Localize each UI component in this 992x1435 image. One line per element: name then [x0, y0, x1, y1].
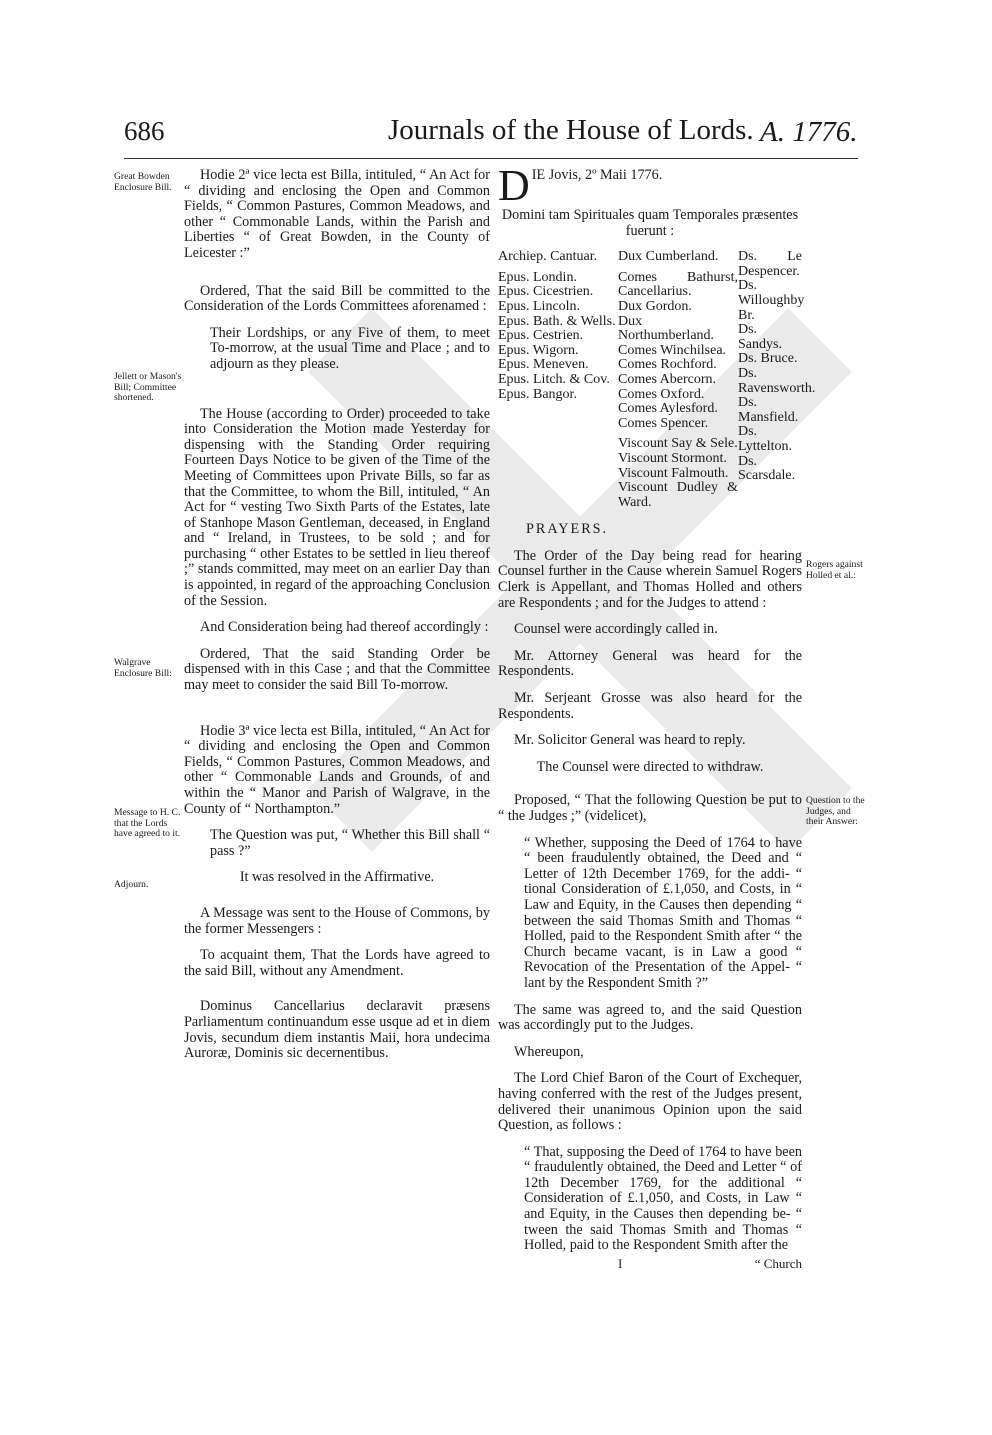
- lords-column-3: [738, 249, 816, 510]
- paragraph: Hodie 3ª vice lecta est Billa, intituled, “ An Act for “ dividing and enclosing the Open and Common Fields, “ Common Pastures, Common Meadows, and other “ Commonable Lands and Grounds, of and within the “ Manor and Parish of Walgrave, in the County of “ Northampton.”: [184, 722, 490, 817]
- lord-entry: Dux Cumberland.: [618, 249, 719, 265]
- lord-entry: Epus. Cestrien.: [498, 328, 584, 344]
- paragraph: Hodie 2ª vice lecta est Billa, intituled, “ An Act for “ dividing and enclosing the Open and Common Fields, “ Common Pastures, Common Meadows, and other “ Commonable Lands, within the Parish and Liberties “ of Great Bowden, in the County of Leicester :”: [184, 167, 490, 261]
- margin-note: Walgrave Enclosure Bill:: [114, 657, 172, 679]
- lord-entry: Comes Oxford.: [618, 386, 705, 402]
- left-column: [184, 168, 490, 1073]
- lord-entry: Epus. Bangor.: [498, 386, 577, 402]
- lord-entry: Epus. Cicestrien.: [498, 284, 594, 300]
- paragraph: The same was agreed to, and the said Question was accordingly put to the Judges.: [498, 1001, 802, 1034]
- lord-entry: Ds. Mansfield.: [738, 395, 799, 425]
- lord-entry: Ds. Scarsdale.: [738, 453, 796, 484]
- lord-entry: Epus. Londin.: [498, 269, 577, 285]
- lord-entry: Ds. Le Despencer.: [738, 249, 802, 279]
- lord-entry: Ds. Ravensworth.: [738, 365, 816, 396]
- margin-note: Adjourn.: [114, 879, 149, 890]
- lords-list: [498, 249, 816, 510]
- lord-entry: Viscount Stormont.: [618, 450, 727, 466]
- paragraph: It was resolved in the Affirmative.: [239, 869, 435, 886]
- lord-entry: Comes Abercorn.: [618, 371, 716, 387]
- lord-entry: Epus. Lincoln.: [498, 298, 581, 314]
- catchword: “ Church: [754, 1255, 802, 1271]
- lord-entry: Comes Spencer.: [618, 415, 709, 431]
- page-year: A. 1776.: [760, 116, 858, 148]
- lord-entry: Epus. Meneven.: [498, 357, 589, 373]
- paragraph: “ Whether, supposing the Deed of 1764 to have “ been fraudulently obtained, the Deed and “ Letter of 12th December 1769, for the addi- “ tional Consideration of £.1,050, and Costs, in “ Law and Equity, in the Causes then depending “ between the said Thomas Smith and Thomas “ Holled, paid to the Respondent Smith after “ the Church became vacant, is in Law a good “ Revocation of the Presentation of the Appel- “ lant by the Respondent Smith ?”: [524, 834, 802, 991]
- lord-entry: Dux Gordon.: [618, 298, 692, 314]
- paragraph: The House (according to Order) proceeded to take into Consideration the Motion made Yesterday for dispensing with the Standing Order requiring Fourteen Days Notice to be given of the Time of the Meeting of Committees upon Private Bills, so far as that the Committee, to whom the Bill, intituled, “ An Act for “ vesting Two Sixth Parts of the Estates, late of Stanhope Mason Gentleman, deceased, in England and “ Ireland, in Trustees, to be sold ; and for purchasing “ other Estates to be settled in lieu thereof ;” stands committed, may meet on an earlier Day than is appointed, in regard of the approaching Conclusion of the Session.: [184, 405, 490, 609]
- paragraph: Whereupon,: [514, 1043, 584, 1060]
- lords-column-1: [498, 250, 618, 510]
- lord-entry: Ds. Bruce.: [738, 351, 798, 367]
- lord-entry: Epus. Wigorn.: [498, 342, 579, 358]
- lord-entry: Ds. Willoughby Br.: [738, 278, 805, 323]
- page-title: Journals of the House of Lords.: [388, 114, 754, 146]
- paragraph: To acquaint them, That the Lords have agreed to the said Bill, without any Amendment.: [184, 947, 490, 979]
- paragraph: Proposed, “ That the following Question be put to “ the Judges ;” (videlicet),: [498, 792, 802, 824]
- paragraph: Mr. Serjeant Grosse was also heard for the Respondents.: [498, 690, 802, 722]
- margin-note: Great Bowden Enclosure Bill.: [114, 171, 172, 193]
- header-rule: [124, 158, 858, 159]
- paragraph: The Order of the Day being read for hearing Counsel further in the Cause wherein Samuel Rogers Clerk is Appellant, and Thomas Holled and others are Respondents ; and for the Judges to attend :: [498, 547, 802, 611]
- paragraph: The Counsel were directed to withdraw.: [536, 758, 764, 775]
- lord-entry: Epus. Bath. & Wells.: [498, 313, 616, 329]
- lord-entry: Dux Northumberland.: [618, 313, 715, 344]
- date-line: IE Jovis, 2º Maii 1776.: [531, 167, 663, 183]
- paragraph: Mr. Solicitor General was heard to reply.: [514, 732, 746, 749]
- paragraph: The Question was put, “ Whether this Bill shall “ pass ?”: [210, 827, 490, 859]
- lord-entry: Comes Winchilsea.: [618, 342, 727, 358]
- lord-entry: Ds. Lyttelton.: [738, 424, 793, 454]
- lord-entry: Viscount Dudley & Ward.: [618, 480, 738, 510]
- lord-entry: Viscount Say & Sele.: [618, 436, 738, 452]
- drop-cap: D: [498, 161, 530, 210]
- paragraph: Mr. Attorney General was heard for the Respondents.: [498, 647, 802, 680]
- right-column: [498, 161, 816, 1271]
- paragraph: A Message was sent to the House of Commons, by the former Messengers :: [184, 904, 490, 937]
- prayers-heading: PRAYERS.: [526, 521, 609, 538]
- margin-note: Message to H. C. that the Lords have agreed to it.: [114, 807, 181, 839]
- paragraph: Dominus Cancellarius declaravit præsens Parliamentum continuandum esse usque ad et in diem Jovis, secundum diem instantis Maii, hora undecima Auroræ, Dominis sic decernentibus.: [184, 998, 490, 1062]
- lords-column-2: [618, 250, 738, 510]
- margin-note: Question to the Judges, and their Answer:: [806, 795, 865, 827]
- paragraph: “ That, supposing the Deed of 1764 to have been “ fraudulently obtained, the Deed and Letter “ of 12th December 1769, for the additional “ Consideration of £.1,050, and Costs, in Law “ and Equity, in the Causes then depending be- “ tween the said Thomas Smith and Thomas “ Holled, paid to the Respondent Smith after the: [524, 1143, 802, 1254]
- lord-entry: Epus. Litch. & Cov.: [498, 371, 610, 387]
- lord-entry: Comes Bathurst, Cancellarius.: [618, 269, 738, 300]
- paragraph: And Consideration being had thereof accordingly :: [200, 619, 489, 636]
- page-number: 686: [124, 116, 165, 146]
- paragraph: The Lord Chief Baron of the Court of Exchequer, having conferred with the rest of the Judges present, delivered their unanimous Opinion upon the said Question, as follows :: [498, 1070, 802, 1134]
- lord-entry: Ds. Sandys.: [738, 322, 782, 352]
- paragraph: Ordered, That the said Standing Order be dispensed with in this Case ; and that the Committee may meet to consider the said Bill To-morrow.: [184, 645, 490, 694]
- paragraph: Counsel were accordingly called in.: [514, 621, 718, 638]
- paragraph: Ordered, That the said Bill be committed to the Consideration of the Lords Committees aforenamed :: [184, 282, 490, 315]
- margin-note: Rogers against Holled et al.:: [806, 559, 863, 581]
- lord-entry: Comes Aylesford.: [618, 401, 718, 417]
- lord-entry: Viscount Falmouth.: [618, 465, 729, 481]
- paragraph: Their Lordships, or any Five of them, to meet To-morrow, at the usual Time and Place ; and to adjourn as they please.: [210, 324, 490, 372]
- lord-entry: Comes Rochford.: [618, 357, 717, 373]
- margin-note: Jellett or Mason's Bill; Committee shortened.: [114, 371, 182, 403]
- presence-line: Domini tam Spirituales quam Temporales præsentes fuerunt :: [501, 207, 799, 239]
- signature-mark: I: [618, 1255, 623, 1271]
- lord-entry: Archiep. Cantuar.: [498, 249, 598, 265]
